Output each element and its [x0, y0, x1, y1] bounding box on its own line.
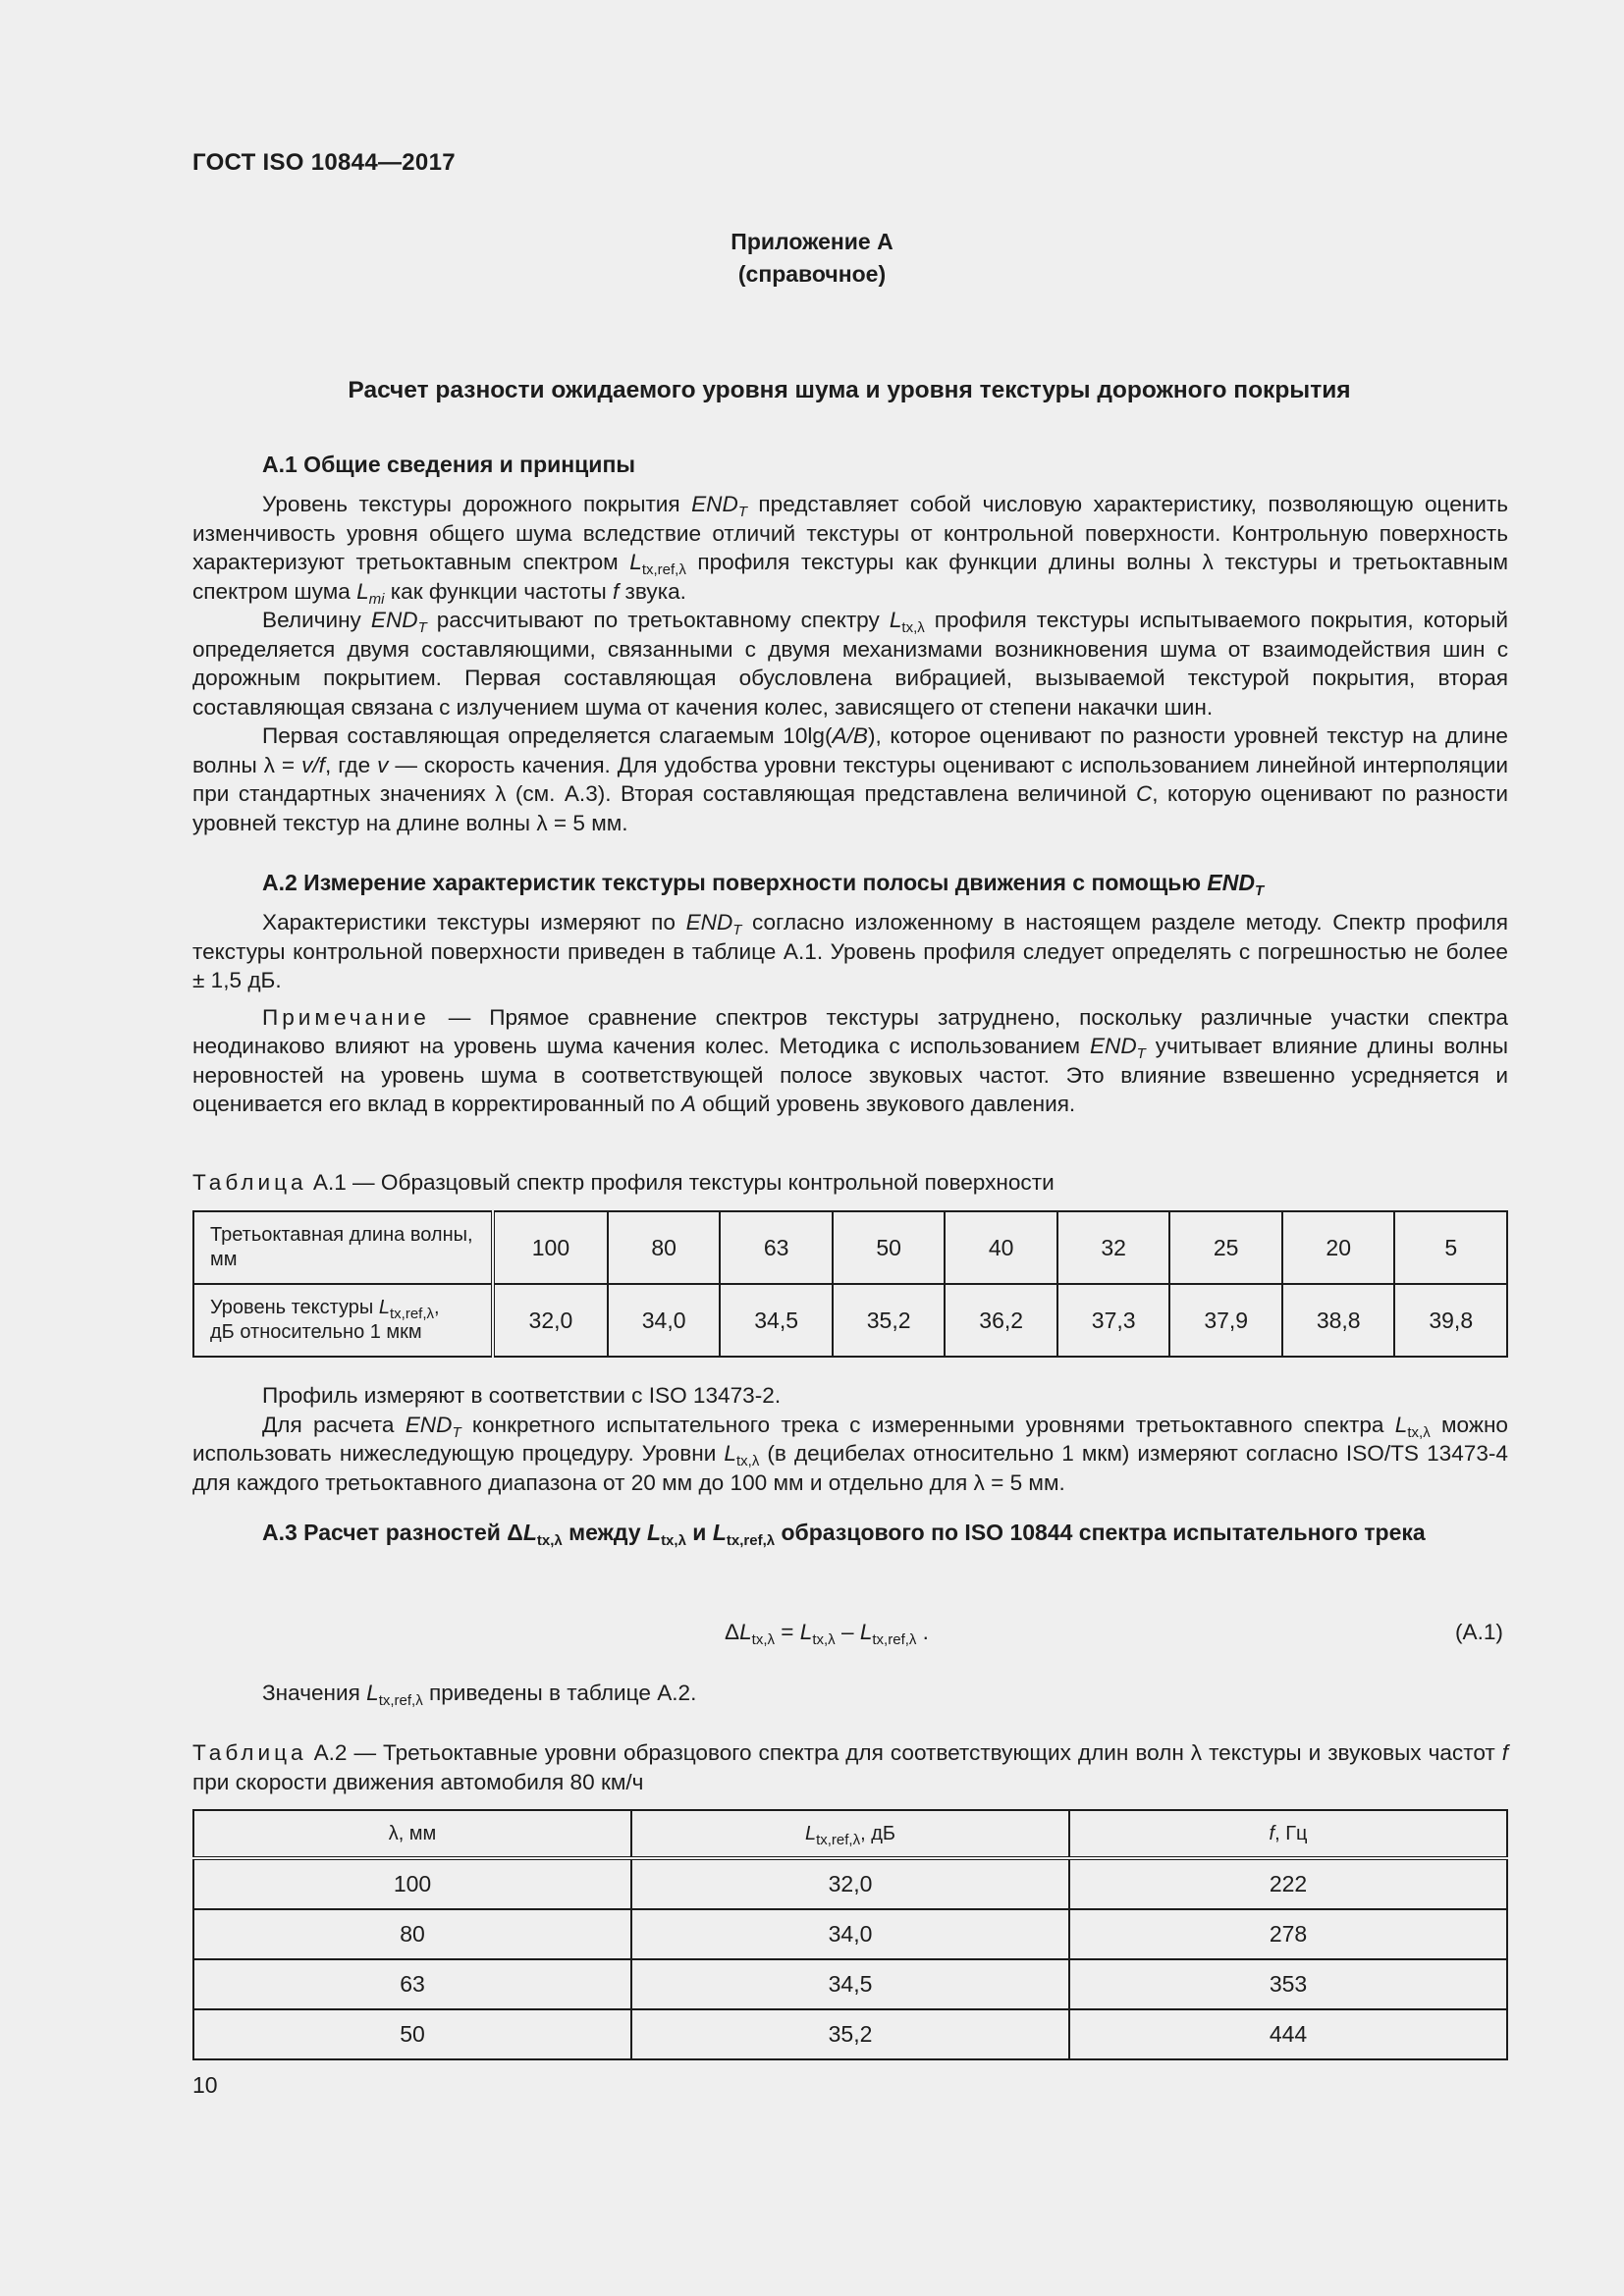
table-cell: 222: [1069, 1858, 1507, 1909]
page-number: 10: [192, 2072, 218, 2098]
table-cell: 5: [1394, 1211, 1507, 1284]
section-a1-heading: А.1 Общие сведения и принципы: [262, 452, 635, 477]
table2: [192, 1809, 1508, 2060]
table-cell: 20: [1282, 1211, 1395, 1284]
main-title: Расчет разности ожидаемого уровня шума и уровня текстуры дорожного покрытия: [348, 377, 1351, 403]
paragraph: Величину $END_T$ рассчитывают по третьоктавному спектру $L_{tx,\lambda}$ профиля текстуры испытываемого покрытия, который определяется двумя составляющими, связанными с двумя механизмами возникновения шума от взаимодействия шин с дорожным покрытием. Первая составляющая обусловлена вибрацией, вызываемой текстурой покрытия, вторая составляющая связана с излучением шума от качения колес, зависящего от степени накачки шин.: [192, 608, 1508, 720]
table-cell: 100: [493, 1211, 608, 1284]
table-cell: 39,8: [1394, 1284, 1507, 1357]
table-cell: 100: [193, 1858, 631, 1909]
table-cell: 35,2: [631, 2009, 1069, 2059]
table-cell: 50: [833, 1211, 946, 1284]
values-line: Значения $L_{tx,ref,\lambda}$ приведены в таблице А.2.: [262, 1681, 697, 1709]
table1-caption: Таблица А.1 — Образцовый спектр профиля текстуры контрольной поверхности: [192, 1170, 1055, 1195]
table-cell: 40: [945, 1211, 1057, 1284]
table-header-cell: Уровень текстуры $L_{tx,ref,\lambda}$, дБ относительно 1 мкм: [193, 1284, 493, 1357]
table-header-cell: $L_{tx,ref,\lambda}$, дБ: [631, 1810, 1069, 1858]
table-cell: 80: [608, 1211, 721, 1284]
after-table1-body: [192, 1381, 1508, 1497]
table-cell: 25: [1169, 1211, 1282, 1284]
section-a1-body: [192, 490, 1508, 837]
section-a3-heading: А.3 Расчет разностей $\Delta L_{tx,\lambda}$ между $L_{tx,\lambda}$ и $L_{tx,ref,\lambda}$ образцового по ISO 10844 спектра испытательного трека: [262, 1520, 1426, 1549]
paragraph: Первая составляющая определяется слагаемым 10lg(A/B), которое оценивают по разности уровней текстур на длине волны λ = v/f, где v — скорость качения. Для удобства уровни текстуры оценивают с использованием линейной интерполяции при стандартных значениях λ (см. А.3). Вторая составляющая представлена величиной C, которую оценивают по разности уровней текстур на длине волны λ = 5 мм.: [192, 723, 1508, 835]
table-cell: 278: [1069, 1909, 1507, 1959]
table2-caption: Таблица А.2 — Третьоктавные уровни образцового спектра для соответствующих длин волн λ текстуры и звуковых частот f при скорости движения автомобиля 80 км/ч: [192, 1740, 1508, 1794]
table-cell: 38,8: [1282, 1284, 1395, 1357]
table-cell: 32: [1057, 1211, 1170, 1284]
table-cell: 34,5: [720, 1284, 833, 1357]
table-row: [193, 1211, 1507, 1284]
equation: $\Delta L_{tx,\lambda} = L_{tx,\lambda} - L_{tx,ref,\lambda}$ .: [725, 1620, 929, 1648]
section-a2-body: [192, 908, 1508, 1119]
table-cell: 32,0: [493, 1284, 608, 1357]
equation-number: (А.1): [1455, 1620, 1503, 1644]
table-header-row: [193, 1810, 1507, 1858]
appendix-subtitle: (справочное): [737, 261, 887, 287]
table-cell: 32,0: [631, 1858, 1069, 1909]
note: Примечание — Прямое сравнение спектров текстуры затруднено, поскольку различные участки спектра неодинаково влияют на уровень шума качения колес. Методика с использованием $END_T$ учитывает влияние длины волны неровностей на уровень шума в соответствующей полосе звуковых частот. Это влияние взвешенно усредняется и оценивается его вклад в корректированный по А общий уровень звукового давления.: [192, 1004, 1508, 1116]
table1: [192, 1210, 1508, 1358]
table-row: [193, 1858, 1507, 1909]
appendix-title: Приложение А: [731, 229, 893, 254]
table-row: [193, 1959, 1507, 2009]
table-row: [193, 1284, 1507, 1357]
paragraph: Профиль измеряют в соответствии с ISO 13473-2.: [262, 1383, 782, 1408]
table-header-cell: λ, мм: [193, 1810, 631, 1858]
paragraph: Для расчета $END_T$ конкретного испытательного трека с измеренными уровнями третьоктавного спектра $L_{tx,\lambda}$ можно использовать нижеследующую процедуру. Уровни $L_{tx,\lambda}$ (в децибелах относительно 1 мкм) измеряют согласно ISO/TS 13473-4 для каждого третьоктавного диапазона от 20 мм до 100 мм и отдельно для λ = 5 мм.: [192, 1412, 1508, 1495]
table-row: [193, 2009, 1507, 2059]
section-a2-heading: А.2 Измерение характеристик текстуры поверхности полосы движения с помощью $END_T$: [262, 870, 1265, 899]
appendix-heading: [0, 226, 1624, 291]
table-cell: 63: [720, 1211, 833, 1284]
document-header: ГОСТ ISO 10844—2017: [192, 149, 456, 176]
table-cell: 444: [1069, 2009, 1507, 2059]
table-cell: 63: [193, 1959, 631, 2009]
table-cell: 80: [193, 1909, 631, 1959]
paragraph: Уровень текстуры дорожного покрытия $END_T$ представляет собой числовую характеристику, позволяющую оценить изменчивость уровня общего шума вследствие отличий текстуры от контрольной поверхности. Контрольную поверхность характеризуют третьоктавным спектром $L_{tx,ref,\lambda}$ профиля текстуры как функции длины волны λ текстуры и третьоктавным спектром шума $L_{mi}$ как функции частоты f звука.: [192, 492, 1509, 608]
table-cell: 34,0: [631, 1909, 1069, 1959]
table-cell: 35,2: [833, 1284, 946, 1357]
table-cell: 37,9: [1169, 1284, 1282, 1357]
table-cell: 34,5: [631, 1959, 1069, 2009]
table-row: [193, 1909, 1507, 1959]
table-cell: 353: [1069, 1959, 1507, 2009]
table-cell: 34,0: [608, 1284, 721, 1357]
table-header-cell: f, Гц: [1069, 1810, 1507, 1858]
table-cell: 50: [193, 2009, 631, 2059]
table-cell: 36,2: [945, 1284, 1057, 1357]
table-header-cell: Третьоктавная длина волны, мм: [193, 1211, 493, 1284]
table-cell: 37,3: [1057, 1284, 1170, 1357]
paragraph: Характеристики текстуры измеряют по $END_T$ согласно изложенному в настоящем разделе методу. Спектр профиля текстуры контрольной поверхности приведен в таблице А.1. Уровень профиля следует определять с погрешностью не более ± 1,5 дБ.: [192, 910, 1508, 992]
